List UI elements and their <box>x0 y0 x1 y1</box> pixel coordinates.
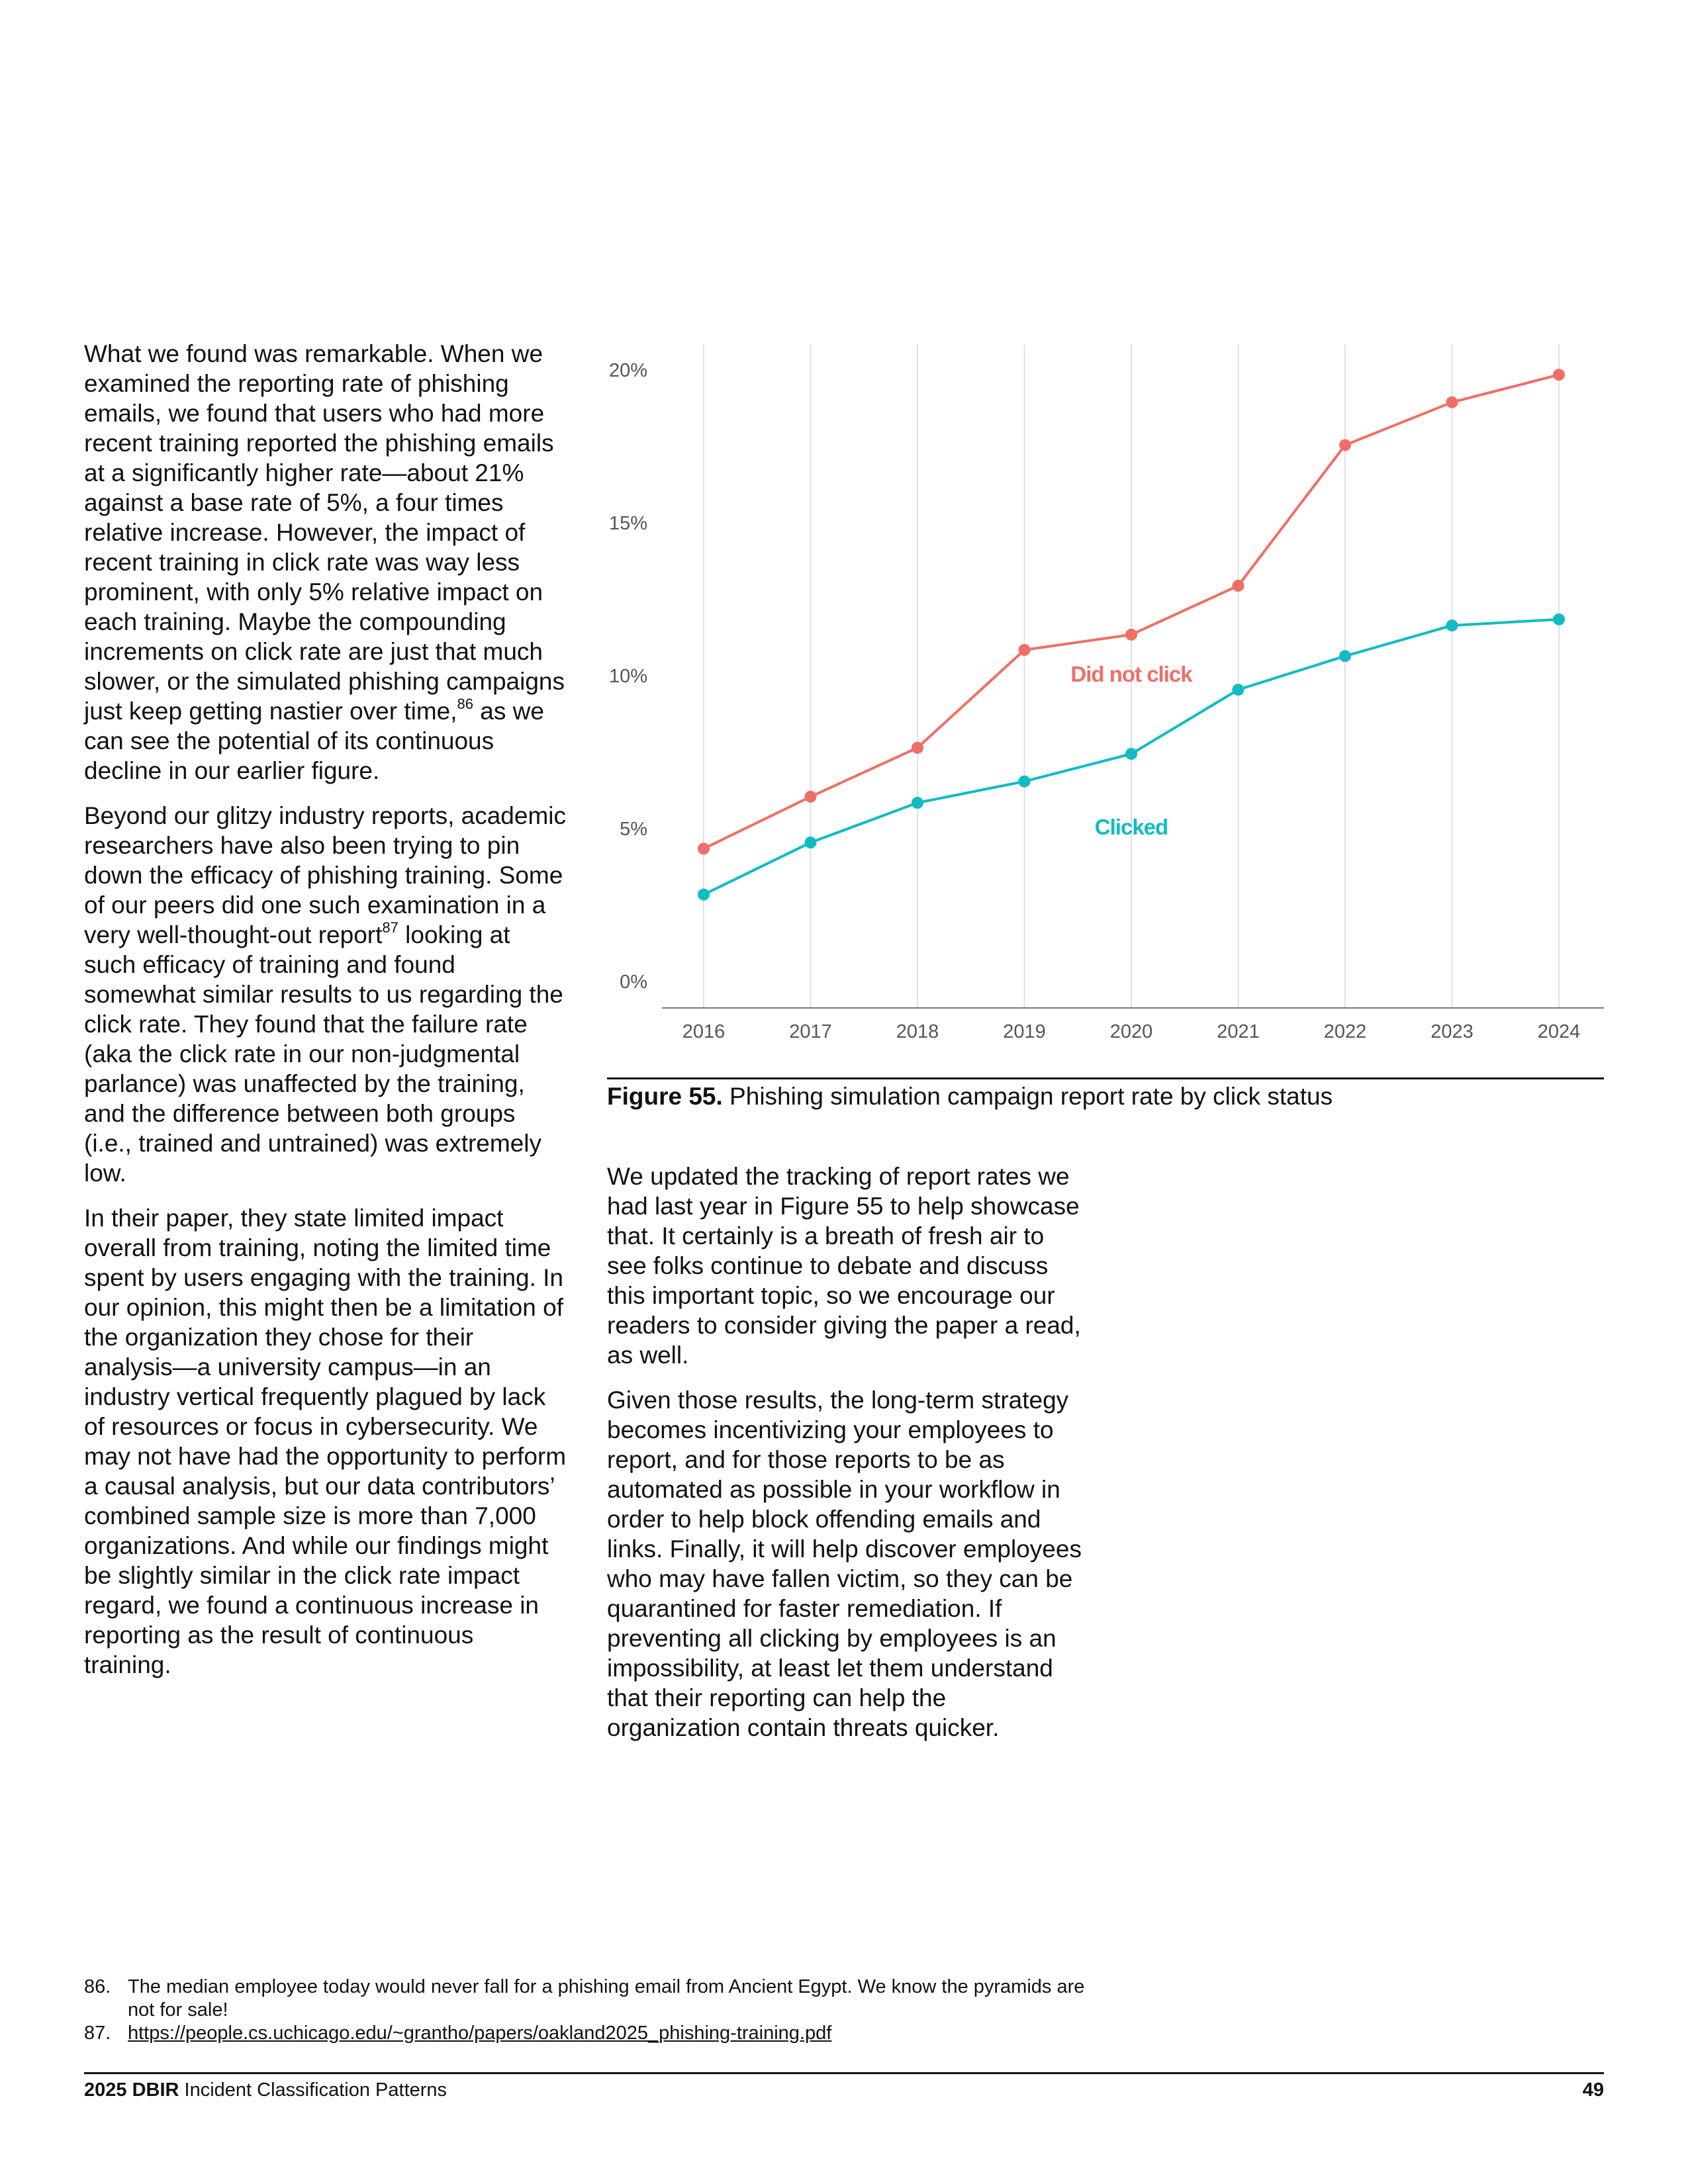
caption-divider <box>607 1077 1604 1079</box>
paragraph-text: as we can see the potential of its continuous decline in our earlier figure. <box>84 698 544 784</box>
data-point <box>1446 396 1458 408</box>
figure-label: Figure 55. <box>607 1083 723 1110</box>
data-point <box>912 742 923 754</box>
data-point <box>1553 369 1565 381</box>
paragraph-academic <box>84 801 567 1188</box>
data-point <box>1019 644 1031 656</box>
x-tick-label: 2016 <box>682 1021 726 1042</box>
data-point <box>805 791 817 803</box>
data-point <box>1553 614 1565 625</box>
footnote-number: 86. <box>84 1976 111 1997</box>
y-tick-label: 15% <box>608 513 647 534</box>
section-title: Incident Classification Patterns <box>179 2079 447 2101</box>
footnotes <box>84 1976 1090 2045</box>
paragraph-update: We updated the tracking of report rates we had last year in Figure 55 to help showcase that. It certainly is a breath of fresh air to see folks continue to debate and discuss this important topic, so we encourage our readers to consider giving the paper a read, as well. <box>607 1163 1081 1369</box>
data-point <box>1125 748 1137 760</box>
x-tick-label: 2023 <box>1430 1021 1474 1042</box>
data-point <box>805 837 817 848</box>
series-label: Clicked <box>1094 815 1168 839</box>
paragraph-text: What we found was remarkable. When we examined the reporting rate of phishing emails, we found that users who had more recent training reported the phishing emails at a significantly higher rate—about 21% against a base rate of 5%, a four times relative increase. However, the impact of recent training in click rate was way less prominent, with only 5% relative impact on each training. Maybe the compounding increments on click rate are just that much slower, or the simulated phishing campaigns just keep getting nastier over time, <box>84 340 565 725</box>
data-point <box>1339 439 1351 451</box>
footnote-number: 87. <box>84 2023 111 2044</box>
report-title: 2025 DBIR <box>84 2079 179 2101</box>
x-tick-label: 2018 <box>896 1021 939 1042</box>
body-column-right <box>607 1161 1084 1758</box>
series-label: Did not click <box>1070 662 1192 686</box>
x-tick-label: 2019 <box>1003 1021 1046 1042</box>
data-point <box>698 889 710 901</box>
footnote-link[interactable]: https://people.cs.uchicago.edu/~grantho/papers/oakland2025_phishing-training.pdf <box>128 2023 832 2044</box>
y-tick-label: 20% <box>608 360 647 381</box>
y-tick-label: 10% <box>608 666 647 687</box>
footer-divider <box>84 2072 1604 2074</box>
data-point <box>1339 650 1351 662</box>
x-tick-label: 2020 <box>1109 1021 1153 1042</box>
footnote-87 <box>84 2022 1090 2045</box>
paragraph-limitations: In their paper, they state limited impact overall from training, noting the limited time spent by users engaging with the training. In our opinion, this might then be a limitation of the organization they chose for their analysis—a university campus—in an industry vertical frequently plagued by lack of resources or focus in cybersecurity. We may not have had the opportunity to perform a causal analysis, but our data contributors’ combined sample size is more than 7,000 organizations. And while our findings might be slightly similar in the click rate impact regard, we found a continuous increase in reporting as the result of continuous training. <box>84 1205 567 1678</box>
x-tick-label: 2024 <box>1537 1021 1581 1042</box>
footnote-86 <box>84 1976 1090 2022</box>
body-column-left <box>84 339 567 1695</box>
x-tick-label: 2021 <box>1217 1021 1260 1042</box>
footnote-text: The median employee today would never fall for a phishing email from Ancient Egypt. We know the pyramids are not for sale! <box>128 1976 1085 2021</box>
paragraph-findings <box>84 339 567 786</box>
data-point <box>1446 619 1458 631</box>
data-point <box>1125 629 1137 641</box>
x-tick-label: 2017 <box>789 1021 832 1042</box>
x-tick-label: 2022 <box>1323 1021 1367 1042</box>
y-tick-label: 5% <box>620 819 647 840</box>
data-point <box>698 842 710 854</box>
footnote-ref-87[interactable]: 87 <box>382 919 399 936</box>
figure-caption-text: Phishing simulation campaign report rate by click status <box>722 1083 1333 1110</box>
report-rate-chart <box>596 331 1609 1105</box>
paragraph-text: looking at such efficacy of training and found somewhat similar results to us regarding the click rate. They found that the failure rate (aka the click rate in our non-judgmental parlance) was unaffected by the training, and the difference between both groups (i.e., trained and untrained) was extremely low. <box>84 921 563 1187</box>
data-point <box>1233 684 1244 696</box>
chart-svg <box>596 331 1609 1105</box>
page-number: 49 <box>1582 2079 1604 2101</box>
y-tick-label: 0% <box>620 972 647 993</box>
data-point <box>1019 776 1031 788</box>
data-point <box>912 797 923 809</box>
data-point <box>1233 580 1244 592</box>
figure-caption <box>607 1081 1600 1112</box>
page-footer <box>84 2078 1604 2102</box>
footnote-ref-86[interactable]: 86 <box>457 696 473 712</box>
paragraph-strategy: Given those results, the long-term strategy becomes incentivizing your employees to report, and for those reports to be as automated as possible in your workflow in order to help block offending emails and links. Finally, it will help discover employees who may have fallen victim, so they can be quarantined for faster remediation. If preventing all clicking by employees is an impossibility, at least let them understand that their reporting can help the organization contain threats quicker. <box>607 1387 1082 1741</box>
paragraph-text: Beyond our glitzy industry reports, academic researchers have also been trying to pin down the efficacy of phishing training. Some of our peers did one such examination in a very well-thought-out report <box>84 802 567 948</box>
